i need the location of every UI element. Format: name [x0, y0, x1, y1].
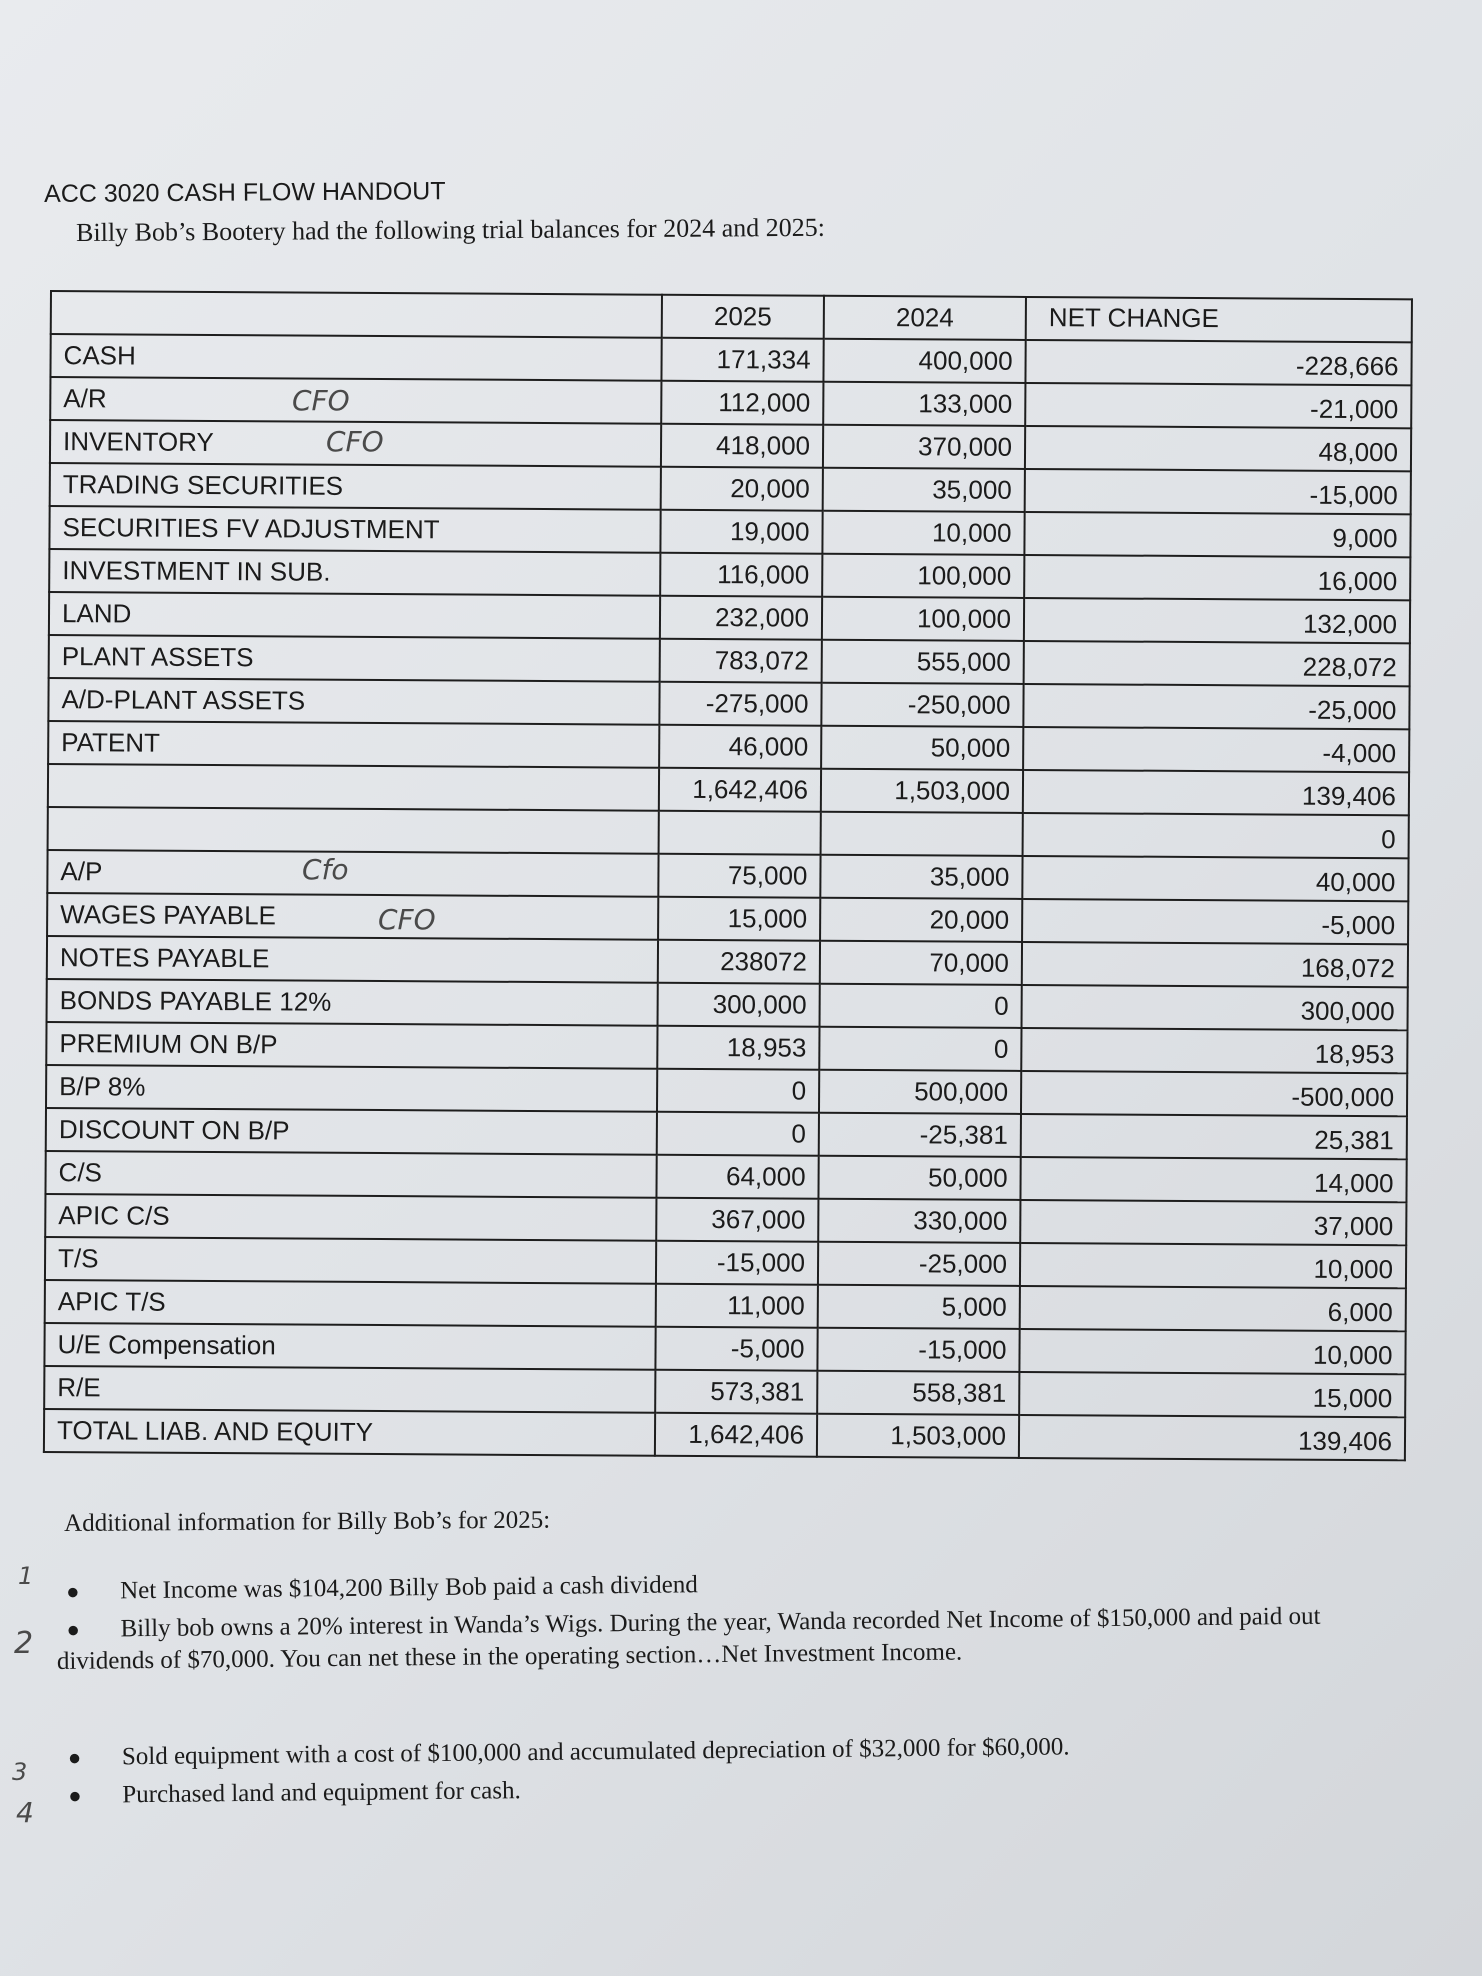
account-cell: A/D-PLANT ASSETS [48, 678, 659, 725]
value-2025-cell: 573,381 [655, 1370, 817, 1414]
value-2024-cell: 20,000 [820, 898, 1022, 942]
value-2024-cell: 10,000 [822, 511, 1024, 555]
value-2024-cell: 50,000 [818, 1156, 1020, 1200]
value-2025-cell: 11,000 [656, 1284, 818, 1328]
value-2025-cell: 171,334 [661, 338, 823, 382]
value-2025-cell: 0 [657, 1069, 819, 1113]
value-2024-cell: 5,000 [818, 1285, 1020, 1329]
value-2024-cell: 100,000 [822, 554, 1024, 598]
account-cell: R/E [44, 1366, 655, 1413]
account-cell: B/P 8% [46, 1065, 657, 1112]
account-cell [48, 764, 659, 811]
net-change-cell: -5,000 [1022, 899, 1408, 944]
value-2025-cell: 783,072 [660, 639, 822, 683]
value-2024-cell: 400,000 [823, 339, 1025, 383]
value-2025-cell: -5,000 [655, 1327, 817, 1371]
net-change-cell: -25,000 [1023, 684, 1409, 729]
value-2025-cell: 46,000 [659, 725, 821, 769]
account-cell: NOTES PAYABLE [47, 936, 658, 983]
account-cell: C/S [45, 1151, 656, 1198]
value-2025-cell: -275,000 [659, 682, 821, 726]
value-2025-cell: 232,000 [660, 596, 822, 640]
value-2024-cell: 0 [819, 1027, 1021, 1071]
net-change-cell: -4,000 [1023, 727, 1409, 772]
value-2025-cell: 75,000 [658, 854, 820, 898]
account-cell: INVENTORY [50, 420, 661, 467]
net-change-cell: 16,000 [1024, 555, 1410, 600]
value-2025-cell: 112,000 [661, 381, 823, 425]
value-2024-cell: -250,000 [821, 683, 1023, 727]
bullet-icon: ● [67, 1744, 82, 1770]
bullet-text: Billy bob owns a 20% interest in Wanda’s Wigs. During the year, Wanda recorded Net Income of $150,000 and paid out dividends of $70,000. You can net these in the operating section…Net Investment Income. [56, 1602, 1321, 1675]
account-cell: INVESTMENT IN SUB. [49, 549, 660, 596]
value-2024-cell: 370,000 [823, 425, 1025, 469]
value-2025-cell: 15,000 [658, 897, 820, 941]
account-cell: T/S [45, 1237, 656, 1284]
additional-info-heading: Additional information for Billy Bob’s for 2025: [64, 1506, 551, 1537]
account-cell [48, 807, 659, 854]
value-2025-cell: 0 [657, 1112, 819, 1156]
bullet-text: Purchased land and equipment for cash. [122, 1777, 521, 1809]
value-2024-cell: -25,000 [818, 1242, 1020, 1286]
net-change-cell: 10,000 [1019, 1329, 1405, 1374]
value-2024-cell: 35,000 [823, 468, 1025, 512]
handwritten-cfo-inventory: CFO [326, 425, 384, 458]
page-title: ACC 3020 CASH FLOW HANDOUT [44, 177, 446, 208]
value-2024-cell: 35,000 [820, 855, 1022, 899]
account-cell: SECURITIES FV ADJUSTMENT [49, 506, 660, 553]
account-cell: CASH [50, 334, 661, 381]
handwritten-cfo-ap: Cfo [302, 853, 349, 886]
value-2025-cell: 238072 [658, 940, 820, 984]
value-2024-cell: 50,000 [821, 726, 1023, 770]
net-change-cell: 14,000 [1020, 1157, 1406, 1202]
bullet-icon: ● [66, 1578, 80, 1604]
value-2024-cell: 70,000 [820, 941, 1022, 985]
list-item [56, 1562, 1356, 1608]
account-cell: DISCOUNT ON B/P [46, 1108, 657, 1155]
handwritten-number-3: 3 [12, 1758, 28, 1786]
value-2025-cell: 18,953 [657, 1026, 819, 1070]
net-change-cell: 132,000 [1024, 598, 1410, 643]
net-change-cell: 6,000 [1020, 1286, 1406, 1331]
net-change-cell: 139,406 [1019, 1415, 1405, 1460]
account-cell: WAGES PAYABLE [47, 893, 658, 940]
account-cell: APIC T/S [45, 1280, 656, 1327]
trial-balance [43, 290, 1413, 1461]
account-cell: TRADING SECURITIES [50, 463, 661, 510]
list-item [56, 1600, 1357, 1678]
value-2024-cell: 1,503,000 [821, 769, 1023, 813]
net-change-cell: 25,381 [1021, 1114, 1407, 1159]
value-2025-cell: 300,000 [658, 983, 820, 1027]
net-change-cell: 18,953 [1021, 1028, 1407, 1073]
value-2024-cell: 558,381 [817, 1371, 1019, 1415]
value-2025-cell: 1,642,406 [659, 768, 821, 812]
net-change-cell: 139,406 [1023, 770, 1409, 815]
net-change-cell: 168,072 [1022, 942, 1408, 987]
value-2024-cell: 133,000 [823, 382, 1025, 426]
net-change-cell: -500,000 [1021, 1071, 1407, 1116]
handwritten-cfo-wages: CFO [378, 903, 436, 936]
account-cell: PREMIUM ON B/P [46, 1022, 657, 1069]
column-header-account [51, 291, 662, 338]
bullet-text: Sold equipment with a cost of $100,000 and accumulated depreciation of $32,000 for $60,000. [121, 1733, 1070, 1771]
account-cell: A/P [47, 850, 658, 897]
value-2025-cell: 19,000 [660, 510, 822, 554]
net-change-cell: 15,000 [1019, 1372, 1405, 1417]
additional-info-list [56, 1562, 1358, 1818]
bullet-text: Net Income was $104,200 Billy Bob paid a cash dividend [120, 1571, 698, 1605]
net-change-cell: -21,000 [1025, 383, 1411, 428]
bullet-icon: ● [66, 1616, 80, 1642]
net-change-cell: 48,000 [1025, 426, 1411, 471]
value-2025-cell [659, 811, 821, 855]
table-row [44, 1409, 1405, 1460]
value-2024-cell: -25,381 [819, 1113, 1021, 1157]
net-change-cell: 0 [1023, 813, 1409, 858]
value-2024-cell: 100,000 [822, 597, 1024, 641]
column-header-net-change: NET CHANGE [1026, 297, 1412, 342]
net-change-cell: 37,000 [1020, 1200, 1406, 1245]
value-2025-cell: 64,000 [656, 1155, 818, 1199]
account-cell: U/E Compensation [44, 1323, 655, 1370]
trial-balance-table [43, 290, 1413, 1461]
account-cell: BONDS PAYABLE 12% [47, 979, 658, 1026]
value-2024-cell: 500,000 [819, 1070, 1021, 1114]
handwritten-cfo-ar: CFO [292, 384, 350, 417]
net-change-cell: -228,666 [1025, 340, 1411, 385]
net-change-cell: 10,000 [1020, 1243, 1406, 1288]
value-2024-cell [821, 812, 1023, 856]
list-item [58, 1766, 1358, 1812]
handwritten-number-2: 2 [14, 1626, 34, 1661]
net-change-cell: 40,000 [1022, 856, 1408, 901]
net-change-cell: 228,072 [1024, 641, 1410, 686]
value-2025-cell: 367,000 [656, 1198, 818, 1242]
account-cell: LAND [49, 592, 660, 639]
value-2025-cell: 1,642,406 [655, 1413, 817, 1457]
net-change-cell: 9,000 [1024, 512, 1410, 557]
net-change-cell: 300,000 [1022, 985, 1408, 1030]
value-2025-cell: 116,000 [660, 553, 822, 597]
value-2024-cell: 0 [820, 984, 1022, 1028]
account-cell: TOTAL LIAB. AND EQUITY [44, 1409, 655, 1456]
intro-text: Billy Bob’s Bootery had the following trial balances for 2024 and 2025: [76, 212, 826, 247]
value-2024-cell: -15,000 [817, 1328, 1019, 1372]
handwritten-number-1: 1 [18, 1562, 34, 1590]
net-change-cell: -15,000 [1025, 469, 1411, 514]
value-2025-cell: 418,000 [661, 424, 823, 468]
column-header-2025: 2025 [662, 295, 824, 339]
value-2024-cell: 1,503,000 [817, 1414, 1019, 1458]
account-cell: PATENT [48, 721, 659, 768]
bullet-icon: ● [68, 1782, 82, 1808]
value-2024-cell: 330,000 [818, 1199, 1020, 1243]
account-cell: APIC C/S [45, 1194, 656, 1241]
value-2025-cell: 20,000 [661, 467, 823, 511]
value-2025-cell: -15,000 [656, 1241, 818, 1285]
value-2024-cell: 555,000 [822, 640, 1024, 684]
account-cell: A/R [50, 377, 661, 424]
handwritten-number-4: 4 [16, 1796, 34, 1829]
account-cell: PLANT ASSETS [49, 635, 660, 682]
column-header-2024: 2024 [824, 296, 1026, 340]
